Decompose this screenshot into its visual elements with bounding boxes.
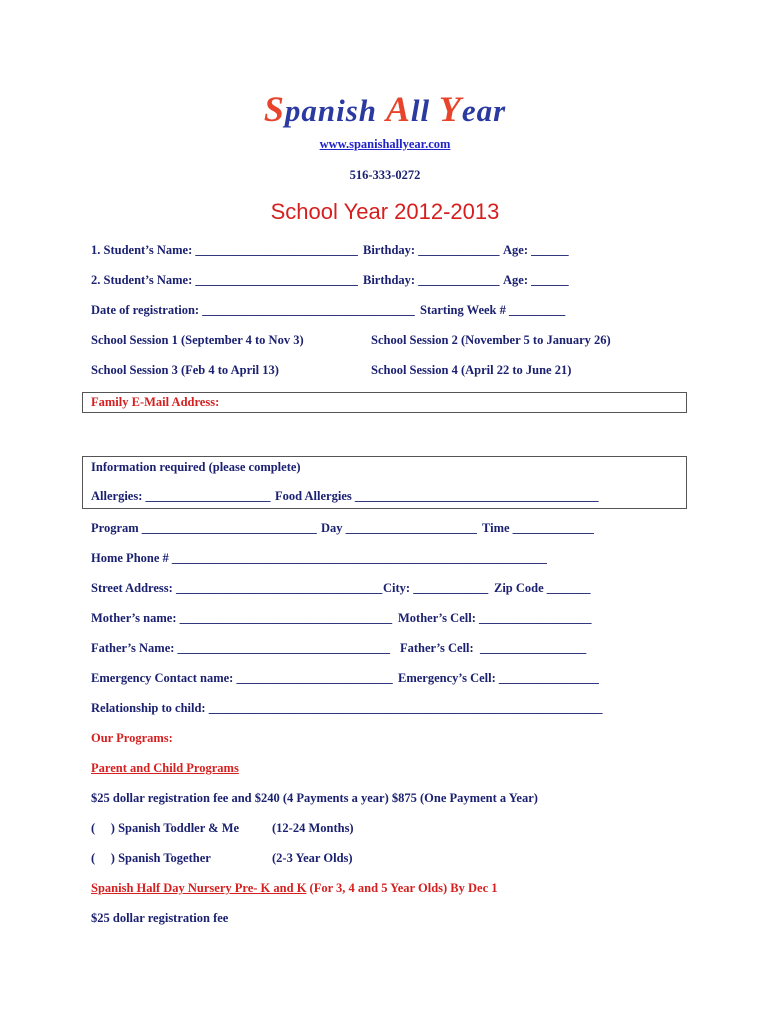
city-field[interactable]: City: ____________ bbox=[383, 581, 489, 595]
mother-cell-field[interactable]: Mother’s Cell: __________________ bbox=[398, 611, 592, 625]
family-email-box[interactable] bbox=[82, 392, 687, 413]
relationship-field[interactable]: Relationship to child: _______________________________________________________________ bbox=[91, 701, 603, 715]
allergies-field[interactable]: Allergies: ____________________ bbox=[91, 489, 271, 503]
program-field[interactable]: Program ____________________________ bbox=[91, 521, 317, 535]
session-2-option[interactable]: School Session 2 (November 5 to January 26) bbox=[371, 333, 611, 347]
page-title: Spanish All Year bbox=[263, 89, 507, 129]
school-year-heading: School Year 2012-2013 bbox=[270, 199, 500, 224]
father-cell-field[interactable]: Father’s Cell: _________________ bbox=[400, 641, 587, 655]
phone-number: 516-333-0272 bbox=[349, 168, 421, 182]
toddler-me-age: (12-24 Months) bbox=[272, 821, 354, 835]
nursery-program-title: Spanish Half Day Nursery Pre- K and K bbox=[91, 881, 307, 895]
session-1-option[interactable]: School Session 1 (September 4 to Nov 3) bbox=[91, 333, 304, 347]
nursery-program-line bbox=[91, 881, 498, 896]
spanish-together-age: (2-3 Year Olds) bbox=[272, 851, 353, 865]
time-field[interactable]: Time _____________ bbox=[482, 521, 594, 535]
website-link[interactable]: www.spanishallyear.com bbox=[319, 137, 451, 151]
food-allergies-field[interactable]: Food Allergies _______________________________________ bbox=[275, 489, 599, 503]
student1-age-field[interactable]: Age: ______ bbox=[503, 243, 569, 257]
student2-name-field[interactable]: 2. Student’s Name: __________________________ bbox=[91, 273, 358, 287]
street-address-field[interactable]: Street Address: _________________________________ bbox=[91, 581, 383, 595]
student1-birthday-field[interactable]: Birthday: _____________ bbox=[363, 243, 500, 257]
info-required-label: Information required (please complete) bbox=[91, 460, 301, 474]
father-name-field[interactable]: Father’s Name: __________________________________ bbox=[91, 641, 391, 655]
mother-name-field[interactable]: Mother’s name: __________________________________ bbox=[91, 611, 393, 625]
student2-age-field[interactable]: Age: ______ bbox=[503, 273, 569, 287]
session-4-option[interactable]: School Session 4 (April 22 to June 21) bbox=[371, 363, 572, 377]
starting-week-field[interactable]: Starting Week # _________ bbox=[420, 303, 566, 317]
student1-name-field[interactable]: 1. Student’s Name: __________________________ bbox=[91, 243, 358, 257]
info-required-box bbox=[82, 456, 687, 509]
nursery-registration-fee: $25 dollar registration fee bbox=[91, 911, 229, 925]
emergency-cell-field[interactable]: Emergency’s Cell: ________________ bbox=[398, 671, 599, 685]
registration-date-field[interactable]: Date of registration: __________________________________ bbox=[91, 303, 415, 317]
emergency-contact-field[interactable]: Emergency Contact name: _________________________ bbox=[91, 671, 393, 685]
session-3-option[interactable]: School Session 3 (Feb 4 to April 13) bbox=[91, 363, 279, 377]
family-email-label: Family E-Mail Address: bbox=[91, 395, 220, 409]
day-field[interactable]: Day _____________________ bbox=[321, 521, 477, 535]
programs-heading: Our Programs: bbox=[91, 731, 173, 745]
student2-birthday-field[interactable]: Birthday: _____________ bbox=[363, 273, 500, 287]
parent-child-programs-heading: Parent and Child Programs bbox=[91, 761, 239, 775]
nursery-program-details: (For 3, 4 and 5 Year Olds) By Dec 1 bbox=[306, 881, 498, 895]
home-phone-field[interactable]: Home Phone # ____________________________________________________________ bbox=[91, 551, 547, 565]
zip-code-field[interactable]: Zip Code _______ bbox=[494, 581, 591, 595]
toddler-me-checkbox[interactable]: ( ) Spanish Toddler & Me bbox=[91, 821, 240, 835]
registration-fee-line: $25 dollar registration fee and $240 (4 Payments a year) $875 (One Payment a Year) bbox=[91, 791, 538, 805]
spanish-together-checkbox[interactable]: ( ) Spanish Together bbox=[91, 851, 211, 865]
